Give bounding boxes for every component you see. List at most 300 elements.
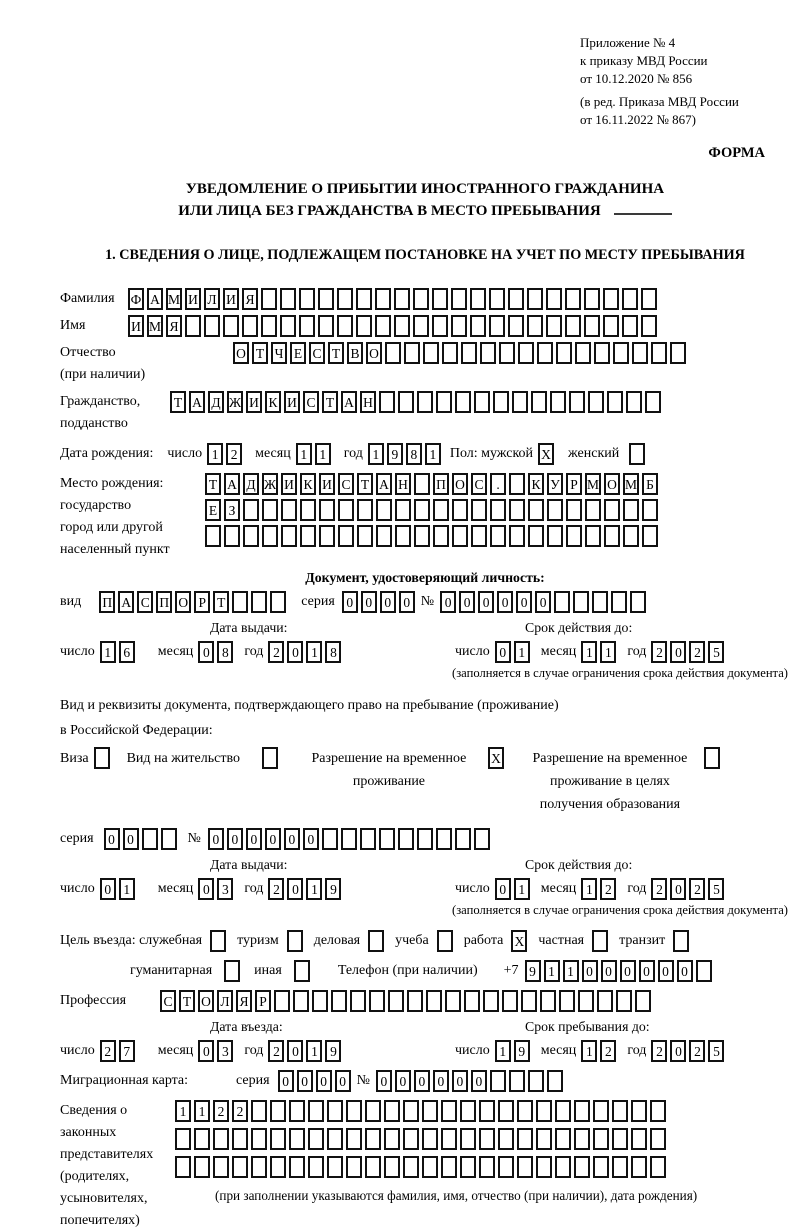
char-box[interactable]: И xyxy=(319,473,335,495)
char-box[interactable]: 0 xyxy=(471,1070,487,1092)
study-checkbox[interactable] xyxy=(437,930,453,952)
char-box[interactable]: 0 xyxy=(677,960,693,982)
char-box[interactable]: 1 xyxy=(315,443,331,465)
char-box[interactable] xyxy=(512,391,528,413)
char-box[interactable]: А xyxy=(341,391,357,413)
char-box[interactable] xyxy=(398,391,414,413)
char-box[interactable] xyxy=(395,525,411,547)
char-box[interactable]: Д xyxy=(208,391,224,413)
char-box[interactable] xyxy=(631,1128,647,1150)
char-box[interactable] xyxy=(479,1128,495,1150)
char-box[interactable]: 0 xyxy=(265,828,281,850)
char-box[interactable] xyxy=(251,591,267,613)
char-box[interactable]: А xyxy=(189,391,205,413)
char-box[interactable] xyxy=(213,1156,229,1178)
char-box[interactable] xyxy=(274,990,290,1012)
char-box[interactable] xyxy=(460,1156,476,1178)
char-box[interactable]: Р xyxy=(255,990,271,1012)
char-box[interactable]: 1 xyxy=(495,1040,511,1062)
char-box[interactable]: П xyxy=(156,591,172,613)
tourism-checkbox[interactable] xyxy=(287,930,303,952)
char-box[interactable]: 2 xyxy=(651,641,667,663)
char-box[interactable]: О xyxy=(198,990,214,1012)
char-box[interactable] xyxy=(394,315,410,337)
char-box[interactable] xyxy=(318,288,334,310)
char-box[interactable] xyxy=(251,1128,267,1150)
char-box[interactable]: 0 xyxy=(287,878,303,900)
char-box[interactable]: 8 xyxy=(217,641,233,663)
char-box[interactable] xyxy=(464,990,480,1012)
char-box[interactable] xyxy=(384,1156,400,1178)
char-box[interactable] xyxy=(547,525,563,547)
char-box[interactable] xyxy=(404,342,420,364)
char-box[interactable] xyxy=(635,990,651,1012)
char-box[interactable]: Т xyxy=(322,391,338,413)
char-box[interactable] xyxy=(452,499,468,521)
char-box[interactable]: 1 xyxy=(368,443,384,465)
char-box[interactable]: 8 xyxy=(406,443,422,465)
char-box[interactable]: 0 xyxy=(198,878,214,900)
char-box[interactable] xyxy=(403,1128,419,1150)
char-box[interactable] xyxy=(592,591,608,613)
char-box[interactable] xyxy=(527,288,543,310)
char-box[interactable] xyxy=(607,391,623,413)
char-box[interactable]: 0 xyxy=(478,591,494,613)
char-box[interactable] xyxy=(556,342,572,364)
char-box[interactable] xyxy=(630,591,646,613)
char-box[interactable] xyxy=(289,1156,305,1178)
char-box[interactable] xyxy=(536,1156,552,1178)
char-box[interactable]: 0 xyxy=(297,1070,313,1092)
char-box[interactable] xyxy=(547,1070,563,1092)
char-box[interactable] xyxy=(365,1156,381,1178)
char-box[interactable]: Т xyxy=(213,591,229,613)
char-box[interactable] xyxy=(433,499,449,521)
char-box[interactable] xyxy=(388,990,404,1012)
char-box[interactable] xyxy=(365,1128,381,1150)
char-box[interactable]: 5 xyxy=(708,641,724,663)
char-box[interactable] xyxy=(331,990,347,1012)
char-box[interactable] xyxy=(651,342,667,364)
char-box[interactable] xyxy=(413,315,429,337)
char-box[interactable] xyxy=(243,525,259,547)
char-box[interactable]: 1 xyxy=(563,960,579,982)
char-box[interactable] xyxy=(650,1156,666,1178)
char-box[interactable] xyxy=(441,1100,457,1122)
char-box[interactable]: 2 xyxy=(268,878,284,900)
char-box[interactable] xyxy=(441,1128,457,1150)
char-box[interactable] xyxy=(395,499,411,521)
char-box[interactable]: 2 xyxy=(689,878,705,900)
char-box[interactable] xyxy=(517,1128,533,1150)
char-box[interactable] xyxy=(585,499,601,521)
char-box[interactable]: О xyxy=(175,591,191,613)
char-box[interactable] xyxy=(555,1100,571,1122)
char-box[interactable] xyxy=(433,525,449,547)
char-box[interactable] xyxy=(376,525,392,547)
char-box[interactable] xyxy=(502,990,518,1012)
char-box[interactable]: М xyxy=(585,473,601,495)
char-box[interactable] xyxy=(322,828,338,850)
char-box[interactable]: 1 xyxy=(100,641,116,663)
char-box[interactable]: Н xyxy=(395,473,411,495)
char-box[interactable] xyxy=(611,591,627,613)
char-box[interactable]: 0 xyxy=(440,591,456,613)
char-box[interactable] xyxy=(565,288,581,310)
char-box[interactable] xyxy=(508,288,524,310)
char-box[interactable] xyxy=(384,1128,400,1150)
char-box[interactable] xyxy=(394,288,410,310)
char-box[interactable] xyxy=(312,990,328,1012)
char-box[interactable]: Н xyxy=(360,391,376,413)
char-box[interactable]: 2 xyxy=(651,878,667,900)
char-box[interactable] xyxy=(470,288,486,310)
char-box[interactable] xyxy=(223,315,239,337)
char-box[interactable]: Д xyxy=(243,473,259,495)
char-box[interactable] xyxy=(356,315,372,337)
char-box[interactable]: 0 xyxy=(100,878,116,900)
char-box[interactable] xyxy=(426,990,442,1012)
char-box[interactable] xyxy=(474,391,490,413)
temp-permit-edu-checkbox[interactable] xyxy=(704,747,720,769)
char-box[interactable] xyxy=(232,1156,248,1178)
char-box[interactable] xyxy=(384,1100,400,1122)
char-box[interactable] xyxy=(574,1128,590,1150)
char-box[interactable] xyxy=(622,315,638,337)
char-box[interactable] xyxy=(293,990,309,1012)
char-box[interactable]: А xyxy=(376,473,392,495)
char-box[interactable] xyxy=(641,315,657,337)
char-box[interactable] xyxy=(612,1100,628,1122)
char-box[interactable]: А xyxy=(224,473,240,495)
char-box[interactable]: И xyxy=(128,315,144,337)
char-box[interactable] xyxy=(242,315,258,337)
char-box[interactable] xyxy=(436,391,452,413)
char-box[interactable]: 9 xyxy=(514,1040,530,1062)
char-box[interactable] xyxy=(308,1128,324,1150)
char-box[interactable] xyxy=(175,1156,191,1178)
char-box[interactable] xyxy=(360,828,376,850)
sex-female-checkbox[interactable] xyxy=(629,443,645,465)
char-box[interactable]: Я xyxy=(166,315,182,337)
char-box[interactable]: 1 xyxy=(207,443,223,465)
char-box[interactable]: К xyxy=(300,473,316,495)
char-box[interactable] xyxy=(452,525,468,547)
char-box[interactable] xyxy=(490,525,506,547)
char-box[interactable] xyxy=(603,315,619,337)
char-box[interactable] xyxy=(398,828,414,850)
char-box[interactable]: С xyxy=(303,391,319,413)
char-box[interactable]: О xyxy=(233,342,249,364)
char-box[interactable] xyxy=(537,342,553,364)
char-box[interactable]: 2 xyxy=(600,1040,616,1062)
char-box[interactable] xyxy=(308,1156,324,1178)
char-box[interactable] xyxy=(509,473,525,495)
char-box[interactable] xyxy=(338,525,354,547)
char-box[interactable]: 2 xyxy=(600,878,616,900)
char-box[interactable]: 7 xyxy=(119,1040,135,1062)
char-box[interactable]: П xyxy=(99,591,115,613)
transit-checkbox[interactable] xyxy=(673,930,689,952)
residence-permit-checkbox[interactable] xyxy=(262,747,278,769)
char-box[interactable]: 2 xyxy=(232,1100,248,1122)
char-box[interactable]: 0 xyxy=(670,878,686,900)
char-box[interactable] xyxy=(422,1156,438,1178)
char-box[interactable] xyxy=(185,315,201,337)
char-box[interactable] xyxy=(471,499,487,521)
char-box[interactable] xyxy=(528,525,544,547)
char-box[interactable]: 0 xyxy=(227,828,243,850)
char-box[interactable] xyxy=(569,391,585,413)
char-box[interactable] xyxy=(578,990,594,1012)
char-box[interactable]: М xyxy=(166,288,182,310)
char-box[interactable]: 5 xyxy=(708,1040,724,1062)
char-box[interactable] xyxy=(631,1156,647,1178)
char-box[interactable]: 0 xyxy=(335,1070,351,1092)
char-box[interactable] xyxy=(432,288,448,310)
char-box[interactable] xyxy=(470,315,486,337)
char-box[interactable] xyxy=(204,315,220,337)
char-box[interactable]: Т xyxy=(179,990,195,1012)
char-box[interactable] xyxy=(509,499,525,521)
char-box[interactable] xyxy=(670,342,686,364)
char-box[interactable] xyxy=(142,828,158,850)
char-box[interactable]: В xyxy=(347,342,363,364)
char-box[interactable]: 0 xyxy=(670,1040,686,1062)
char-box[interactable]: 1 xyxy=(194,1100,210,1122)
char-box[interactable]: 0 xyxy=(361,591,377,613)
char-box[interactable] xyxy=(327,1128,343,1150)
char-box[interactable]: О xyxy=(366,342,382,364)
char-box[interactable]: 0 xyxy=(497,591,513,613)
char-box[interactable]: 2 xyxy=(689,1040,705,1062)
char-box[interactable] xyxy=(422,1128,438,1150)
char-box[interactable] xyxy=(261,288,277,310)
char-box[interactable]: 2 xyxy=(100,1040,116,1062)
char-box[interactable] xyxy=(262,525,278,547)
char-box[interactable]: Б xyxy=(642,473,658,495)
char-box[interactable] xyxy=(645,391,661,413)
char-box[interactable] xyxy=(623,499,639,521)
char-box[interactable] xyxy=(597,990,613,1012)
char-box[interactable] xyxy=(593,1128,609,1150)
char-box[interactable]: 0 xyxy=(278,1070,294,1092)
char-box[interactable] xyxy=(375,288,391,310)
char-box[interactable] xyxy=(270,1100,286,1122)
char-box[interactable] xyxy=(489,315,505,337)
char-box[interactable] xyxy=(498,1156,514,1178)
char-box[interactable]: Я xyxy=(236,990,252,1012)
char-box[interactable] xyxy=(262,499,278,521)
char-box[interactable] xyxy=(604,499,620,521)
char-box[interactable] xyxy=(455,828,471,850)
char-box[interactable]: О xyxy=(604,473,620,495)
char-box[interactable]: 0 xyxy=(198,1040,214,1062)
char-box[interactable]: Е xyxy=(290,342,306,364)
char-box[interactable]: 0 xyxy=(380,591,396,613)
char-box[interactable] xyxy=(281,499,297,521)
char-box[interactable]: 1 xyxy=(119,878,135,900)
char-box[interactable] xyxy=(508,315,524,337)
char-box[interactable] xyxy=(489,288,505,310)
char-box[interactable] xyxy=(565,315,581,337)
char-box[interactable] xyxy=(414,473,430,495)
char-box[interactable] xyxy=(493,391,509,413)
char-box[interactable] xyxy=(413,288,429,310)
char-box[interactable] xyxy=(194,1128,210,1150)
private-checkbox[interactable] xyxy=(592,930,608,952)
char-box[interactable] xyxy=(593,1156,609,1178)
char-box[interactable]: Я xyxy=(242,288,258,310)
char-box[interactable] xyxy=(319,525,335,547)
char-box[interactable]: Л xyxy=(204,288,220,310)
char-box[interactable] xyxy=(566,499,582,521)
char-box[interactable] xyxy=(338,499,354,521)
char-box[interactable]: 9 xyxy=(525,960,541,982)
char-box[interactable] xyxy=(490,1070,506,1092)
char-box[interactable]: 0 xyxy=(658,960,674,982)
char-box[interactable]: . xyxy=(490,473,506,495)
char-box[interactable]: Е xyxy=(205,499,221,521)
char-box[interactable] xyxy=(584,288,600,310)
char-box[interactable] xyxy=(357,525,373,547)
char-box[interactable] xyxy=(588,391,604,413)
char-box[interactable] xyxy=(270,1128,286,1150)
char-box[interactable]: Р xyxy=(194,591,210,613)
char-box[interactable] xyxy=(566,525,582,547)
char-box[interactable] xyxy=(650,1100,666,1122)
char-box[interactable] xyxy=(308,1100,324,1122)
char-box[interactable] xyxy=(574,1100,590,1122)
char-box[interactable] xyxy=(161,828,177,850)
visa-checkbox[interactable] xyxy=(94,747,110,769)
char-box[interactable]: 1 xyxy=(581,641,597,663)
char-box[interactable]: П xyxy=(433,473,449,495)
char-box[interactable] xyxy=(550,391,566,413)
char-box[interactable]: 1 xyxy=(296,443,312,465)
char-box[interactable]: 0 xyxy=(303,828,319,850)
char-box[interactable]: Ч xyxy=(271,342,287,364)
char-box[interactable]: 0 xyxy=(395,1070,411,1092)
char-box[interactable] xyxy=(632,342,648,364)
char-box[interactable] xyxy=(232,591,248,613)
char-box[interactable]: С xyxy=(471,473,487,495)
char-box[interactable] xyxy=(612,1128,628,1150)
char-box[interactable]: 0 xyxy=(198,641,214,663)
char-box[interactable] xyxy=(403,1156,419,1178)
char-box[interactable]: 0 xyxy=(284,828,300,850)
char-box[interactable] xyxy=(375,315,391,337)
char-box[interactable]: Р xyxy=(566,473,582,495)
char-box[interactable]: И xyxy=(223,288,239,310)
char-box[interactable] xyxy=(474,828,490,850)
char-box[interactable]: 2 xyxy=(226,443,242,465)
char-box[interactable]: А xyxy=(118,591,134,613)
char-box[interactable] xyxy=(251,1156,267,1178)
char-box[interactable] xyxy=(318,315,334,337)
char-box[interactable] xyxy=(403,1100,419,1122)
char-box[interactable]: 1 xyxy=(581,878,597,900)
char-box[interactable]: 1 xyxy=(306,1040,322,1062)
char-box[interactable]: Ж xyxy=(227,391,243,413)
char-box[interactable]: 9 xyxy=(325,1040,341,1062)
char-box[interactable] xyxy=(546,288,562,310)
char-box[interactable] xyxy=(232,1128,248,1150)
char-box[interactable] xyxy=(451,288,467,310)
char-box[interactable] xyxy=(379,391,395,413)
char-box[interactable]: 0 xyxy=(316,1070,332,1092)
char-box[interactable]: 2 xyxy=(268,1040,284,1062)
char-box[interactable]: 0 xyxy=(670,641,686,663)
char-box[interactable]: К xyxy=(265,391,281,413)
char-box[interactable]: О xyxy=(452,473,468,495)
char-box[interactable] xyxy=(414,499,430,521)
char-box[interactable]: И xyxy=(185,288,201,310)
char-box[interactable]: 0 xyxy=(376,1070,392,1092)
char-box[interactable] xyxy=(436,828,452,850)
char-box[interactable] xyxy=(622,288,638,310)
char-box[interactable] xyxy=(422,1100,438,1122)
official-checkbox[interactable] xyxy=(210,930,226,952)
char-box[interactable] xyxy=(479,1156,495,1178)
char-box[interactable]: С xyxy=(309,342,325,364)
char-box[interactable] xyxy=(575,342,591,364)
char-box[interactable] xyxy=(289,1128,305,1150)
char-box[interactable] xyxy=(442,342,458,364)
char-box[interactable]: 2 xyxy=(268,641,284,663)
char-box[interactable] xyxy=(423,342,439,364)
char-box[interactable]: И xyxy=(246,391,262,413)
char-box[interactable]: М xyxy=(623,473,639,495)
other-checkbox[interactable] xyxy=(294,960,310,982)
char-box[interactable] xyxy=(547,499,563,521)
char-box[interactable] xyxy=(319,499,335,521)
char-box[interactable] xyxy=(498,1100,514,1122)
char-box[interactable]: 1 xyxy=(514,641,530,663)
char-box[interactable]: 0 xyxy=(208,828,224,850)
char-box[interactable] xyxy=(480,342,496,364)
char-box[interactable] xyxy=(280,315,296,337)
char-box[interactable]: 0 xyxy=(433,1070,449,1092)
char-box[interactable]: Ж xyxy=(262,473,278,495)
char-box[interactable]: И xyxy=(281,473,297,495)
char-box[interactable] xyxy=(540,990,556,1012)
char-box[interactable] xyxy=(417,828,433,850)
char-box[interactable]: М xyxy=(147,315,163,337)
char-box[interactable] xyxy=(460,1100,476,1122)
char-box[interactable]: И xyxy=(284,391,300,413)
char-box[interactable]: 0 xyxy=(246,828,262,850)
char-box[interactable] xyxy=(379,828,395,850)
char-box[interactable]: 0 xyxy=(452,1070,468,1092)
char-box[interactable] xyxy=(270,591,286,613)
char-box[interactable]: 0 xyxy=(414,1070,430,1092)
char-box[interactable] xyxy=(604,525,620,547)
char-box[interactable]: С xyxy=(137,591,153,613)
char-box[interactable]: 0 xyxy=(104,828,120,850)
sex-male-checkbox[interactable]: X xyxy=(538,443,554,465)
business-checkbox[interactable] xyxy=(368,930,384,952)
char-box[interactable] xyxy=(641,288,657,310)
char-box[interactable]: Т xyxy=(205,473,221,495)
char-box[interactable] xyxy=(528,499,544,521)
char-box[interactable] xyxy=(555,1156,571,1178)
char-box[interactable] xyxy=(356,288,372,310)
char-box[interactable]: У xyxy=(547,473,563,495)
char-box[interactable]: А xyxy=(147,288,163,310)
char-box[interactable] xyxy=(365,1100,381,1122)
char-box[interactable]: К xyxy=(528,473,544,495)
